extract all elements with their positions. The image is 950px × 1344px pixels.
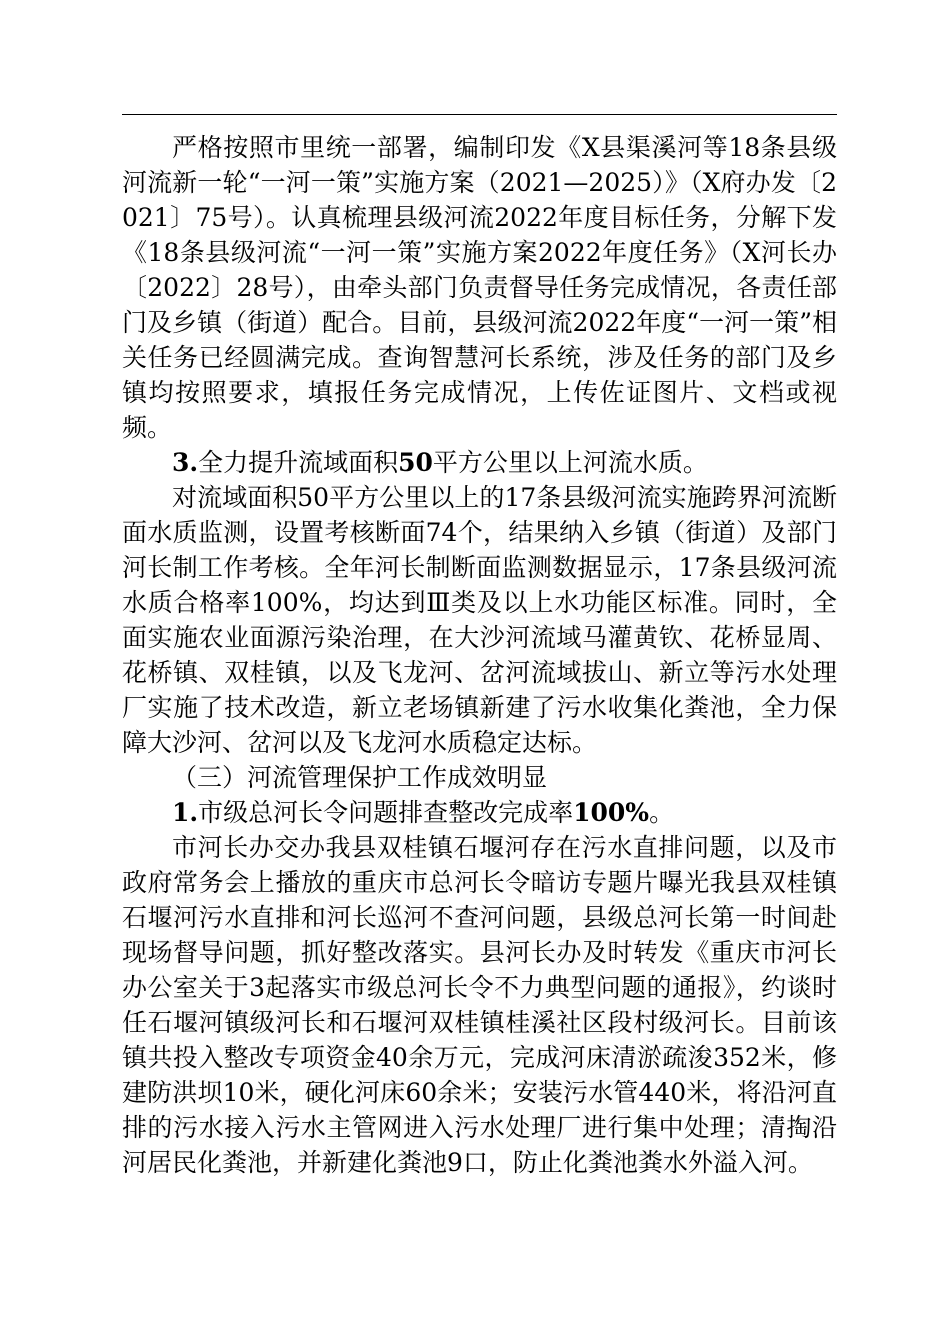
- paragraph-rectification-details: 市河长办交办我县双桂镇石堰河存在污水直排问题，以及市政府常务会上播放的重庆市总河长令暗访专题片曝光我县双桂镇石堰河污水直排和河长巡河不查河问题，县级总河长第一时间赴现场督导问题，抓好整改落实。县河长办及时转发《重庆市河长办公室关于3起落实市级总河长令不力典型问题的通报》，约谈时任石堰河镇级河长和石堰河双桂镇桂溪社区段村级河长。目前该镇共投入整改专项资金40余万元，完成河床清淤疏浚352米，修建防洪坝10米，硬化河床60余米；安装污水管440米，将沿河直排的污水接入污水主管网进入污水处理厂进行集中处理；清掏沿河居民化粪池，并新建化粪池9口，防止化粪池粪水外溢入河。: [122, 833, 837, 1177]
- paragraph-water-monitoring: 对流域面积50平方公里以上的17条县级河流实施跨界河流断面水质监测，设置考核断面74个，结果纳入乡镇（街道）及部门河长制工作考核。全年河长制断面监测数据显示，17条县级河流水质合格率100%，均达到Ⅲ类及以上水功能区标准。同时，全面实施农业面源污染治理，在大沙河流域马灌黄钦、花桥显周、花桥镇、双桂镇，以及飞龙河、岔河流域拔山、新立等污水处理厂实施了技术改造，新立老场镇新建了污水收集化粪池，全力保障大沙河、岔河以及飞龙河水质稳定达标。: [122, 483, 837, 757]
- subheading-rectification-rate: [122, 795, 837, 830]
- subheading-number: 3.: [172, 448, 199, 477]
- paragraph-task-plan: 严格按照市里统一部署，编制印发《X县渠溪河等18条县级河流新一轮“一河一策”实施方案（2021—2025）》（X府办发〔2021〕75号）。认真梳理县级河流2022年度目标任务，分解下发《18条县级河流“一河一策”实施方案2022年度任务》（X河长办〔2022〕28号），由牵头部门负责督导任务完成情况，各责任部门及乡镇（街道）配合。目前，县级河流2022年度“一河一策”相关任务已经圆满完成。查询智慧河长系统，涉及任务的部门及乡镇均按照要求，填报任务完成情况，上传佐证图片、文档或视频。: [122, 133, 837, 442]
- subheading-bold-figure: 50: [398, 448, 433, 477]
- subheading-text-post: 。: [649, 798, 675, 827]
- subheading-text-pre: 市级总河长令问题排查整改完成率: [198, 798, 574, 827]
- subheading-bold-figure: 100%: [573, 798, 650, 827]
- document-body: [122, 130, 837, 1180]
- section-heading-management: （三）河流管理保护工作成效明显: [172, 763, 548, 792]
- header-rule: [122, 114, 837, 115]
- subheading-water-quality: [122, 445, 837, 480]
- subheading-text-post: 平方公里以上河流水质。: [432, 448, 708, 477]
- subheading-text-pre: 全力提升流域面积: [198, 448, 399, 477]
- subheading-number: 1.: [172, 798, 199, 827]
